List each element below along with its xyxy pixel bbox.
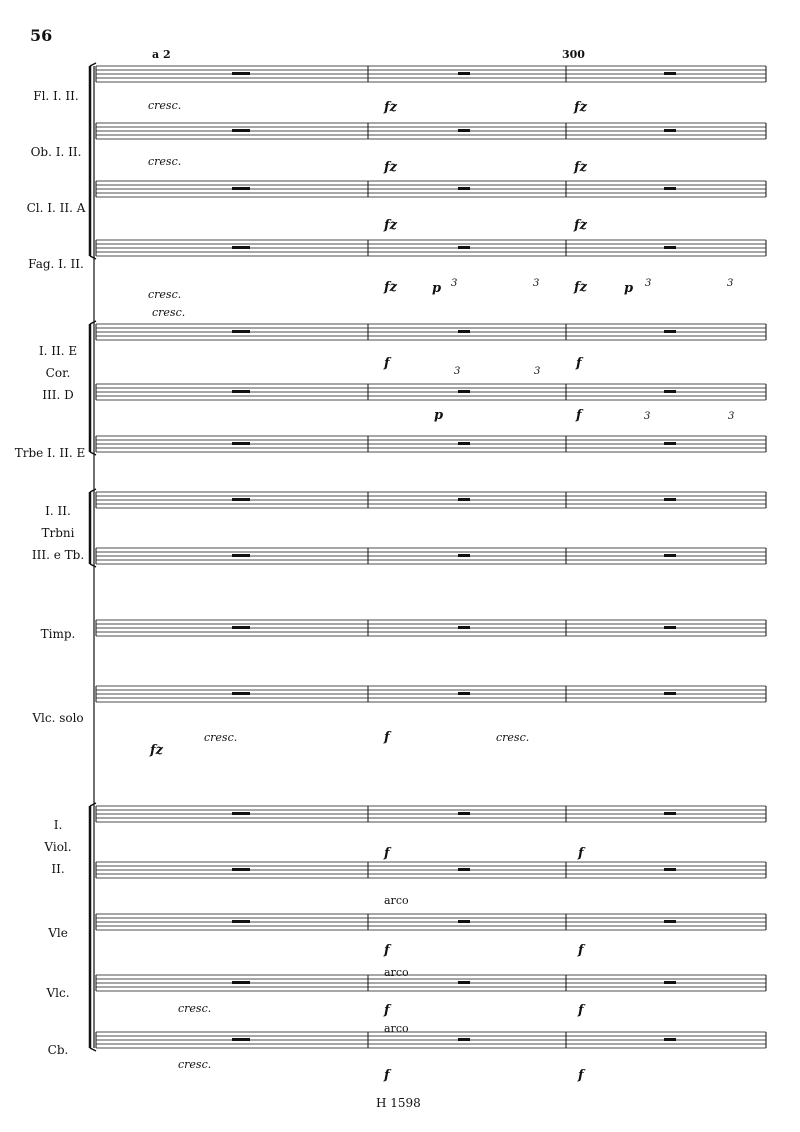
f-violas-m3: f bbox=[578, 943, 584, 958]
label-horns-3: III. D bbox=[42, 388, 74, 402]
rest-mark bbox=[664, 330, 676, 333]
label-clarinets: Cl. I. II. A bbox=[26, 201, 86, 215]
rest-mark bbox=[458, 868, 470, 871]
cresc-flutes: cresc. bbox=[148, 99, 182, 112]
measure-number-300: 300 bbox=[562, 48, 585, 61]
a2-marking: a 2 bbox=[152, 48, 171, 61]
rest-mark bbox=[664, 187, 676, 190]
rest-mark bbox=[664, 1038, 676, 1041]
rest-mark bbox=[232, 920, 250, 923]
label-violins-2: Viol. bbox=[44, 840, 72, 854]
label-basses: Cb. bbox=[47, 1043, 69, 1057]
f-cellos-m3: f bbox=[578, 1003, 584, 1018]
rest-mark bbox=[458, 1038, 470, 1041]
group-bracket-hook bbox=[90, 321, 96, 324]
group-bracket-hook bbox=[90, 452, 96, 455]
f-violins-1-m3: f bbox=[578, 846, 584, 861]
triplet-bassoons-3: 3 bbox=[645, 278, 652, 289]
f-violas-m2: f bbox=[384, 943, 390, 958]
label-flutes: Fl. I. II. bbox=[33, 89, 79, 103]
rest-mark bbox=[458, 812, 470, 815]
fz-bassoons-m3: fz bbox=[574, 280, 587, 295]
triplet-horns-3: 3 bbox=[644, 411, 651, 422]
arco-violas: arco bbox=[384, 894, 409, 907]
rest-mark bbox=[664, 920, 676, 923]
rest-mark bbox=[232, 442, 250, 445]
rest-mark bbox=[232, 330, 250, 333]
triplet-bassoons-1: 3 bbox=[451, 278, 458, 289]
f-horns-3-m3: f bbox=[576, 408, 582, 423]
rest-mark bbox=[458, 390, 470, 393]
label-trombones-3: III. e Tb. bbox=[31, 548, 85, 562]
rest-mark bbox=[664, 129, 676, 132]
rest-mark bbox=[458, 246, 470, 249]
f-cellos-m2: f bbox=[384, 1003, 390, 1018]
label-horns-2: Cor. bbox=[45, 366, 71, 380]
group-bracket-hook bbox=[90, 564, 96, 567]
label-violins-1: I. bbox=[53, 818, 63, 832]
rest-mark bbox=[458, 920, 470, 923]
footer-code: H 1598 bbox=[376, 1096, 421, 1110]
page-number: 56 bbox=[30, 26, 53, 45]
triplet-horns-1: 3 bbox=[454, 366, 461, 377]
rest-mark bbox=[458, 626, 470, 629]
f-violins-1-m2: f bbox=[384, 846, 390, 861]
f-basses-m3: f bbox=[578, 1068, 584, 1083]
triplet-horns-2: 3 bbox=[534, 366, 541, 377]
cresc-cello-solo-1: cresc. bbox=[204, 731, 238, 744]
f-horns-1-m3: f bbox=[576, 356, 582, 371]
triplet-bassoons-2: 3 bbox=[533, 278, 540, 289]
rest-mark bbox=[664, 246, 676, 249]
triplet-bassoons-4: 3 bbox=[727, 278, 734, 289]
arco-basses: arco bbox=[384, 1022, 409, 1035]
label-bassoons: Fag. I. II. bbox=[28, 257, 84, 271]
label-violas: Vle bbox=[48, 926, 68, 940]
rest-mark bbox=[232, 692, 250, 695]
fz-oboes-m3: fz bbox=[574, 160, 587, 175]
group-bracket-hook bbox=[90, 1048, 96, 1051]
p-horns-3-m2: p bbox=[434, 408, 444, 423]
rest-mark bbox=[232, 390, 250, 393]
rest-mark bbox=[232, 981, 250, 984]
label-cellos: Vlc. bbox=[46, 986, 70, 1000]
arco-cellos: arco bbox=[384, 966, 409, 979]
rest-mark bbox=[458, 72, 470, 75]
rest-mark bbox=[664, 626, 676, 629]
rest-mark bbox=[458, 129, 470, 132]
label-trumpets: Trbe I. II. E bbox=[14, 446, 86, 460]
group-bracket-hook bbox=[90, 489, 96, 492]
rest-mark bbox=[664, 981, 676, 984]
label-trombones-1: I. II. bbox=[45, 504, 71, 518]
cresc-bassoons: cresc. bbox=[148, 288, 182, 301]
cresc-cellos: cresc. bbox=[178, 1002, 212, 1015]
rest-mark bbox=[232, 1038, 250, 1041]
fz-flutes-m3: fz bbox=[574, 100, 587, 115]
group-bracket-hook bbox=[90, 803, 96, 806]
group-bracket-hook bbox=[90, 256, 96, 259]
rest-mark bbox=[458, 554, 470, 557]
triplet-horns-4: 3 bbox=[728, 411, 735, 422]
cresc-basses: cresc. bbox=[178, 1058, 212, 1071]
label-oboes: Ob. I. II. bbox=[30, 145, 82, 159]
rest-mark bbox=[664, 812, 676, 815]
rest-mark bbox=[232, 626, 250, 629]
label-trombones-2: Trbni bbox=[41, 526, 75, 540]
fz-clarinets-m3: fz bbox=[574, 218, 587, 233]
p-bassoons-m2: p bbox=[432, 281, 442, 296]
f-horns-1-m2: f bbox=[384, 356, 390, 371]
rest-mark bbox=[664, 72, 676, 75]
rest-mark bbox=[232, 72, 250, 75]
rest-mark bbox=[232, 812, 250, 815]
rest-mark bbox=[458, 330, 470, 333]
rest-mark bbox=[664, 868, 676, 871]
rest-mark bbox=[232, 246, 250, 249]
rest-mark bbox=[458, 187, 470, 190]
label-timpani: Timp. bbox=[40, 627, 76, 641]
cresc-cello-solo-2: cresc. bbox=[496, 731, 530, 744]
rest-mark bbox=[232, 498, 250, 501]
label-cello-solo: Vlc. solo bbox=[32, 711, 84, 725]
fz-cello-solo: fz bbox=[150, 743, 163, 758]
fz-clarinets-m2: fz bbox=[384, 218, 397, 233]
rest-mark bbox=[232, 554, 250, 557]
rest-mark bbox=[232, 868, 250, 871]
rest-mark bbox=[458, 498, 470, 501]
rest-mark bbox=[664, 554, 676, 557]
rest-mark bbox=[458, 442, 470, 445]
p-bassoons-m3: p bbox=[624, 281, 634, 296]
rest-mark bbox=[458, 981, 470, 984]
rest-mark bbox=[664, 442, 676, 445]
rest-mark bbox=[232, 187, 250, 190]
rest-mark bbox=[664, 498, 676, 501]
group-bracket-hook bbox=[90, 63, 96, 66]
fz-bassoons-m2: fz bbox=[384, 280, 397, 295]
label-horns-1: I. II. E bbox=[38, 344, 78, 358]
fz-flutes-m2: fz bbox=[384, 100, 397, 115]
cresc-oboes: cresc. bbox=[148, 155, 182, 168]
rest-mark bbox=[232, 129, 250, 132]
rest-mark bbox=[458, 692, 470, 695]
rest-mark bbox=[664, 390, 676, 393]
fz-oboes-m2: fz bbox=[384, 160, 397, 175]
f-cello-solo: f bbox=[384, 730, 390, 745]
cresc-horns: cresc. bbox=[152, 306, 186, 319]
label-violins-3: II. bbox=[51, 862, 65, 876]
f-basses-m2: f bbox=[384, 1068, 390, 1083]
rest-mark bbox=[664, 692, 676, 695]
